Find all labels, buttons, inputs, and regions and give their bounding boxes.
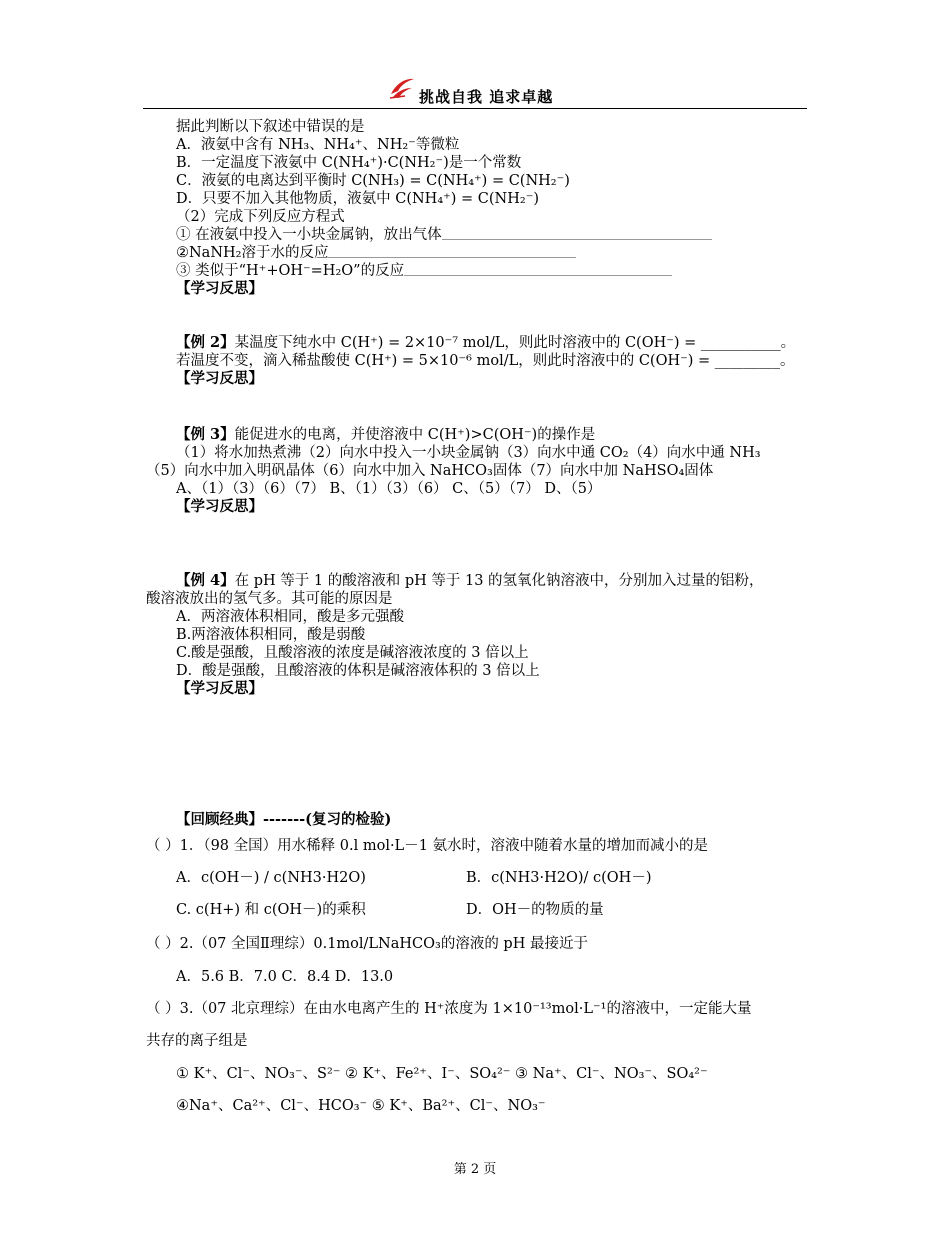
review-q1-option-b: B．c(NH3·H2O)/ c(OH－)	[466, 870, 652, 886]
ex2-reflection-heading: 【学习反思】	[176, 370, 263, 387]
review-q3: （ ）3.（07 北京理综）在由水电离产生的 H⁺浓度为 1×10⁻¹³mol·L⁻¹的溶液中，一定能大量	[146, 1001, 752, 1017]
review-q1-option-a: A．c(OH－) / c(NH3·H2O)	[176, 870, 366, 886]
answer-blank[interactable]	[442, 230, 712, 240]
ex1-reaction-2-text: ②NaNH₂溶于水的反应	[176, 245, 329, 261]
page-number: 第 2 页	[453, 1162, 497, 1177]
review-q2: （ ）2.（07 全国Ⅱ理综）0.1mol/LNaHCO₃的溶液的 pH 最接近于	[146, 936, 588, 952]
ex4-line-2: 酸溶液放出的氢气多。其可能的原因是	[146, 591, 393, 607]
ex1-option-c: C．液氨的电离达到平衡时 C(NH₃) = C(NH₄⁺) = C(NH₂⁻)	[176, 173, 570, 189]
ex3-line-2: （1）将水加热煮沸（2）向水中投入一小块金属钠（3）向水中通 CO₂（4）向水中通 NH₃	[176, 445, 761, 461]
review-q3-ion-groups-2: ④Na⁺、Ca²⁺、Cl⁻、HCO₃⁻ ⑤ K⁺、Ba²⁺、Cl⁻、NO₃⁻	[176, 1098, 546, 1114]
answer-blank[interactable]	[328, 248, 576, 258]
ex4-option-c: C.酸是强酸，且酸溶液的浓度是碱溶液浓度的 3 倍以上	[176, 645, 529, 661]
ex4-option-b: B.两溶液体积相同，酸是弱酸	[176, 627, 366, 643]
ex4-option-a: A．两溶液体积相同，酸是多元强酸	[176, 609, 404, 625]
ex3-line-3: （5）向水中加入明矾晶体（6）向水中加入 NaHCO₃固体（7）向水中加 NaHSO₄固体	[146, 463, 714, 479]
ex1-question-2: （2）完成下列反应方程式	[176, 209, 345, 225]
ex4-reflection-heading: 【学习反思】	[176, 680, 263, 697]
ex3-options: A、（1）（3）（6）（7） B、（1）（3）（6） C、（5）（7） D、（5）	[176, 481, 602, 497]
ex1-option-b: B．一定温度下液氨中 C(NH₄⁺)·C(NH₂⁻)是一个常数	[176, 155, 522, 171]
ex1-reaction-3	[176, 262, 672, 280]
logo-icon	[389, 76, 415, 100]
ex2-line-2: 若温度不变，滴入稀盐酸使 C(H⁺) = 5×10⁻⁶ mol/L，则此时溶液中的 C(OH⁻) = _________。	[176, 353, 795, 369]
ex1-intro: 据此判断以下叙述中错误的是	[176, 119, 365, 135]
ex2-label: 【例 2】	[176, 334, 235, 351]
ex1-reflection-heading: 【学习反思】	[176, 280, 263, 297]
ex2-line-1	[176, 334, 795, 352]
ex2-line-1-text: 某温度下纯水中 C(H⁺) = 2×10⁻⁷ mol/L，则此时溶液中的 C(OH⁻) = ___________。	[234, 335, 796, 351]
header-motto: 挑战自我 追求卓越	[419, 88, 554, 106]
ex4-option-d: D．酸是强酸，且酸溶液的体积是碱溶液体积的 3 倍以上	[176, 663, 540, 679]
ex3-line-1-text: 能促进水的电离，并使溶液中 C(H⁺)>C(OH⁻)的操作是	[234, 427, 596, 443]
ex1-reaction-3-text: ③ 类似于“H⁺+OH⁻=H₂O”的反应	[176, 263, 405, 279]
review-q1: （ ）1．（98 全国）用水稀释 0.l mol·L－1 氨水时，溶液中随着水量的增加而减小的是	[146, 838, 709, 854]
ex3-line-1	[176, 426, 595, 444]
ex3-label: 【例 3】	[176, 426, 235, 443]
ex4-line-1-text: 在 pH 等于 1 的酸溶液和 pH 等于 13 的氢氧化钠溶液中，分别加入过量的铝粉，	[234, 573, 764, 589]
ex1-option-d: D．只要不加入其他物质，液氨中 C(NH₄⁺) = C(NH₂⁻)	[176, 191, 540, 207]
review-q1-option-d: D．OH－的物质的量	[466, 902, 604, 918]
answer-blank[interactable]	[404, 266, 672, 276]
ex1-reaction-2	[176, 244, 576, 262]
review-q1-option-c: C. c(H+) 和 c(OH－)的乘积	[176, 902, 366, 918]
review-q3-continued: 共存的离子组是	[146, 1033, 248, 1049]
ex1-reaction-1	[176, 226, 712, 244]
review-title: 【回顾经典】-------(复习的检验)	[176, 811, 392, 828]
ex1-reaction-1-text: ① 在液氨中投入一小块金属钠，放出气体	[176, 227, 442, 243]
ex4-line-1	[176, 572, 764, 590]
ex4-label: 【例 4】	[176, 572, 235, 589]
ex3-reflection-heading: 【学习反思】	[176, 498, 263, 515]
review-q2-options: A．5.6 B．7.0 C．8.4 D．13.0	[176, 969, 394, 985]
page-header	[143, 74, 807, 109]
ex1-option-a: A．液氨中含有 NH₃、NH₄⁺、NH₂⁻等微粒	[176, 137, 460, 153]
review-q3-ion-groups-1: ① K⁺、Cl⁻、NO₃⁻、S²⁻ ② K⁺、Fe²⁺、I⁻、SO₄²⁻ ③ Na⁺、Cl⁻、NO₃⁻、SO₄²⁻	[176, 1066, 708, 1082]
